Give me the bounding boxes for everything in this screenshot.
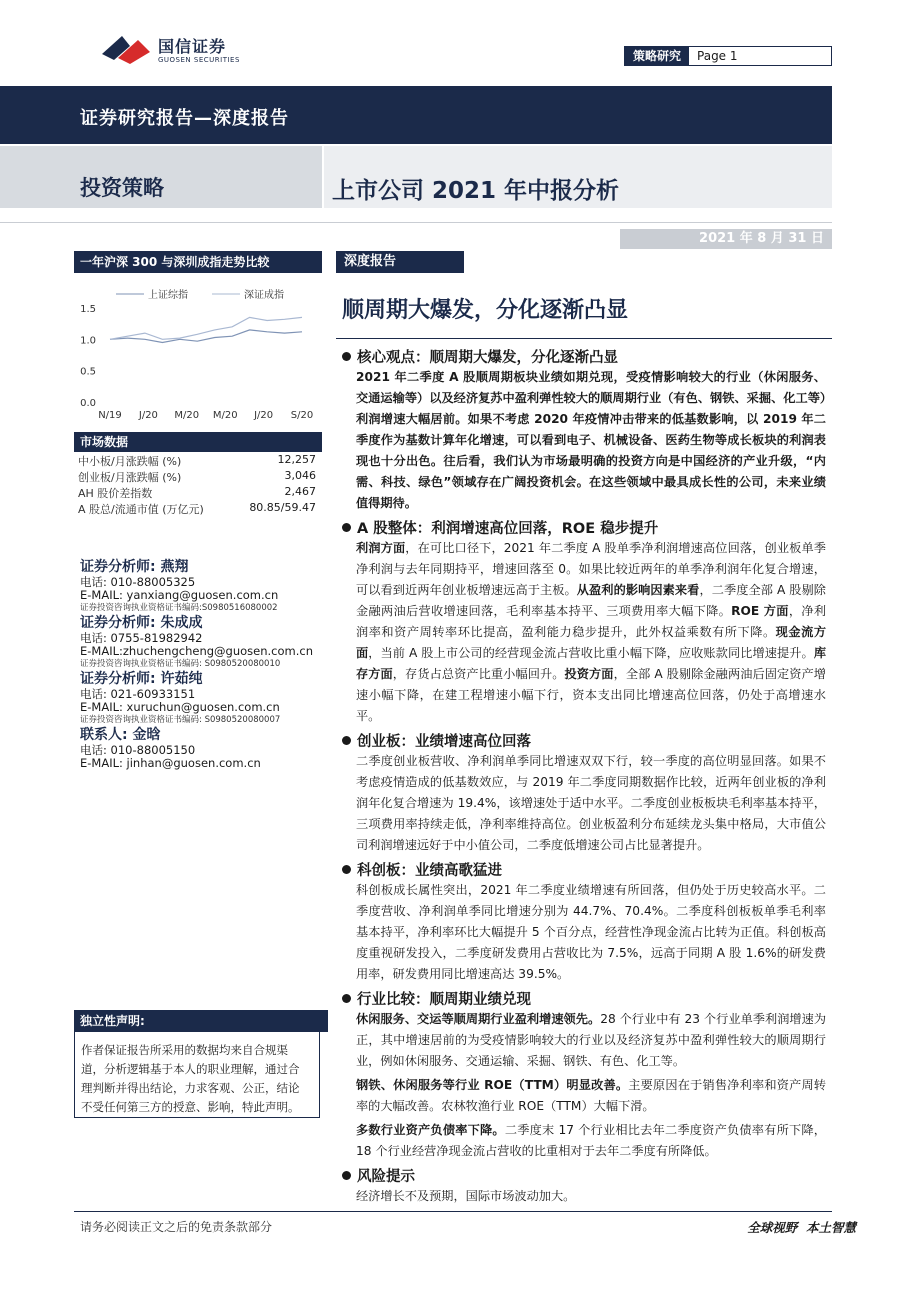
footer-divider (74, 1211, 832, 1212)
footer-slogan: 全球视野 本土智慧 (747, 1220, 856, 1235)
analyst-phone: 电话: 010-88005150 (80, 743, 196, 757)
y-tick-label: 1.5 (80, 304, 96, 315)
risk-text: 经济增长不及预期，国际市场波动加大。 (356, 1189, 576, 1203)
analyst-name: 联系人: 金晗 (80, 727, 161, 743)
market-data-title: 市场数据 (74, 432, 322, 452)
analyst-block (80, 724, 320, 772)
disclaimer-box (74, 1032, 320, 1118)
x-tick-label: M/20 (212, 410, 238, 421)
analyst-email[interactable]: E-MAIL: xuruchun@guosen.com.cn (80, 700, 280, 714)
page-number: Page 1 (697, 49, 738, 63)
bullet-icon (342, 865, 351, 874)
analyst-block (80, 556, 320, 612)
market-data-table (78, 453, 316, 517)
bullet-icon (342, 352, 351, 361)
star-market-text: 科创板成长属性突出，2021 年二季度业绩增速有所回落，但仍处于历史较高水平。二季度营收、净利润单季同比增速分别为 44.7%、70.4%。二季度科创板板单季毛利率基本持平，净利率环比大幅提升 5 个百分点，经营性净现金流占比转为正值。科创板高度重视研发投入，二季度研发费用占营收比为 7.5%，远高于同期 A 股 1.6%的研发费用率，研发费用同比增速高达 39.5%。 (356, 883, 826, 981)
logo-mark-icon (100, 32, 152, 66)
analyst-block (80, 612, 320, 668)
x-tick-label: N/19 (98, 410, 122, 421)
y-tick-label: 0.5 (80, 366, 96, 378)
analyst-phone: 电话: 0755-81982942 (80, 631, 203, 645)
title-band (324, 146, 832, 208)
legend-label: 上证综指 (148, 290, 188, 301)
report-title: 上市公司 2021 年中报分析 (332, 178, 620, 204)
bullet-core-view: 核心观点：顺周期大爆发，分化逐渐凸显 (342, 346, 826, 367)
market-row: 创业板/月涨跌幅 (%) 3,046 (78, 469, 316, 484)
bullet-chinext: 创业板：业绩增速高位回落 (342, 730, 826, 751)
category-band (0, 146, 322, 208)
x-tick-label: J/20 (254, 410, 274, 421)
analyst-cert: 证券投资咨询执业资格证书编码: S0980520080010 (80, 659, 281, 669)
analyst-email[interactable]: E-MAIL:zhuchengcheng@guosen.com.cn (80, 644, 314, 658)
bullet-icon (342, 994, 351, 1003)
report-type: 证券研究报告—深度报告 (80, 108, 289, 129)
analyst-name: 证券分析师: 朱成成 (80, 615, 203, 631)
section-tag: 深度报告 (336, 251, 464, 273)
bullet-icon (342, 1171, 351, 1180)
bullet-a-share: A 股整体：利润增速高位回落，ROE 稳步提升 (342, 517, 826, 538)
headline-divider (336, 338, 832, 339)
x-tick-label: S/20 (290, 410, 314, 421)
analyst-phone: 电话: 021-60933151 (80, 687, 196, 701)
analyst-email[interactable]: E-MAIL: jinhan@guosen.com.cn (80, 756, 261, 770)
market-row: A 股总/流通市值 (万亿元) 80.85/59.47 (78, 501, 316, 516)
report-category: 投资策略 (80, 176, 164, 200)
y-tick-label: 1.0 (80, 335, 96, 347)
y-tick-label: 0.0 (80, 398, 96, 409)
analyst-block (80, 668, 320, 724)
analyst-phone: 电话: 010-88005325 (80, 575, 196, 589)
industry-text-1: 休闲服务、交运等顺周期行业盈利增速领先。28 个行业中有 23 个行业单季利润增速为正，其中增速居前的为受疫情影响较大的行业以及经济复苏中盈利弹性较大的顺周期行业，例如休闲服务、交通运输、采掘、钢铁、有色、化工等。 (356, 1012, 827, 1068)
headline: 顺周期大爆发，分化逐渐凸显 (342, 298, 629, 323)
bullet-icon (342, 736, 351, 745)
disclaimer-line: 道，分析逻辑基于本人的职业理解，通过合 (81, 1062, 300, 1076)
disclaimer-title: 独立性声明: (74, 1010, 328, 1032)
bullet-risk: 风险提示 (342, 1165, 826, 1186)
industry-text-3: 多数行业资产负债率下降。二季度末 17 个行业相比去年二季度资产负债率有所下降，18 个行业经营净现金流占营收的比重相对于去年二季度有所降低。 (356, 1123, 826, 1158)
analyst-list (80, 556, 320, 772)
footer-disclaimer: 请务必阅读正文之后的免责条款部分 (80, 1220, 273, 1234)
analyst-email[interactable]: E-MAIL: yanxiang@guosen.com.cn (80, 588, 279, 602)
disclaimer-line: 不受任何第三方的授意、影响，特此声明。 (81, 1100, 300, 1114)
legend-label: 深证成指 (244, 290, 284, 301)
header-divider (0, 222, 832, 223)
disclaimer-line: 理判断并得出结论，力求客观、公正，结论 (81, 1081, 300, 1095)
series-line (110, 317, 302, 339)
main-body (342, 346, 826, 1207)
trend-chart (74, 282, 318, 428)
industry-text-2: 钢铁、休闲服务等行业 ROE（TTM）明显改善。主要原因在于销售净利率和资产周转率的大幅改善。农林牧渔行业 ROE（TTM）大幅下滑。 (356, 1078, 826, 1113)
header-tags (624, 46, 832, 66)
bullet-icon (342, 523, 351, 532)
category-tag: 策略研究 (625, 47, 689, 65)
core-view-text: 2021 年二季度 A 股顺周期板块业绩如期兑现，受疫情影响较大的行业（休闲服务、交通运输等）以及经济复苏中盈利弹性较大的顺周期行业（有色、钢铁、采掘、化工等）利润增速大幅居前。如果不考虑 2020 年疫情冲击带来的低基数影响，以 2019 年二季度作为基数计算年化增速，可以看到电子、机械设备、医药生物等成长板块的利润表现也十分出色。往后看，我们认为市场最明确的投资方向是中国经济的产业升级，“内需、科技、绿色”领域存在广阔投资机会。在这些领域中最具成长性的公司，未来业绩值得期待。 (356, 370, 826, 510)
bullet-industry: 行业比较：顺周期业绩兑现 (342, 988, 826, 1009)
analyst-name: 证券分析师: 许茹纯 (80, 671, 203, 687)
report-type-band (0, 86, 832, 144)
bullet-star-market: 科创板：业绩高歌猛进 (342, 859, 826, 880)
chart-title: 一年沪深 300 与深圳成指走势比较 (74, 251, 322, 273)
market-row: AH 股价差指数 2,467 (78, 485, 316, 500)
analyst-cert: 证券投资咨询执业资格证书编码: S0980520080007 (80, 715, 281, 725)
disclaimer-line: 作者保证报告所采用的数据均来自合规渠 (81, 1043, 288, 1057)
logo (100, 30, 250, 70)
logo-text: 国信证券 (158, 37, 227, 56)
a-share-text: 利润方面，在可比口径下，2021 年二季度 A 股单季净利润增速高位回落，创业板单季净利润与去年同期持平，增速回落至 0。如果比较近两年的单季净利润年化复合增速，可以看到近两年创业板增速远高于主板。从盈利的影响因素来看，二季度全部 A 股剔除金融两油后营收增速回落，毛利率基本持平、三项费用率大幅下降。ROE 方面，净利润率和资产周转率环比提高，盈利能力稳步提升，此外权益乘数有所下降。现金流方面，当前 A 股上市公司的经营现金流占营收比重小幅下降，应收账款同比增速提升。库存方面，存货占总资产比重小幅回升。投资方面，全部 A 股剔除金融两油后固定资产增速小幅下降，在建工程增速小幅下行，资本支出同比增速高位回落，仍处于高增速水平。 (356, 541, 827, 723)
report-date: 2021 年 8 月 31 日 (620, 229, 832, 249)
market-row: 中小板/月涨跌幅 (%) 12,257 (78, 453, 316, 468)
x-tick-label: J/20 (138, 410, 158, 421)
x-tick-label: M/20 (174, 410, 200, 421)
logo-subtext: GUOSEN SECURITIES (158, 56, 240, 64)
analyst-cert: 证券投资咨询执业资格证书编码:S0980516080002 (80, 603, 278, 613)
chinext-text: 二季度创业板营收、净利润单季同比增速双双下行，较一季度的高位明显回落。如果不考虑疫情造成的低基数效应，与 2019 年二季度同期数据作比较，近两年创业板的净利润年化复合增速为 19.4%，该增速处于适中水平。二季度创业板板块毛利率基本持平，三项费用率持续走低，净利率维持高位。创业板盈利分布延续龙头集中格局，大市值公司利润增速远好于中小值公司，二季度低增速公司占比显著提升。 (356, 754, 826, 852)
analyst-name: 证券分析师: 燕翔 (80, 559, 189, 575)
